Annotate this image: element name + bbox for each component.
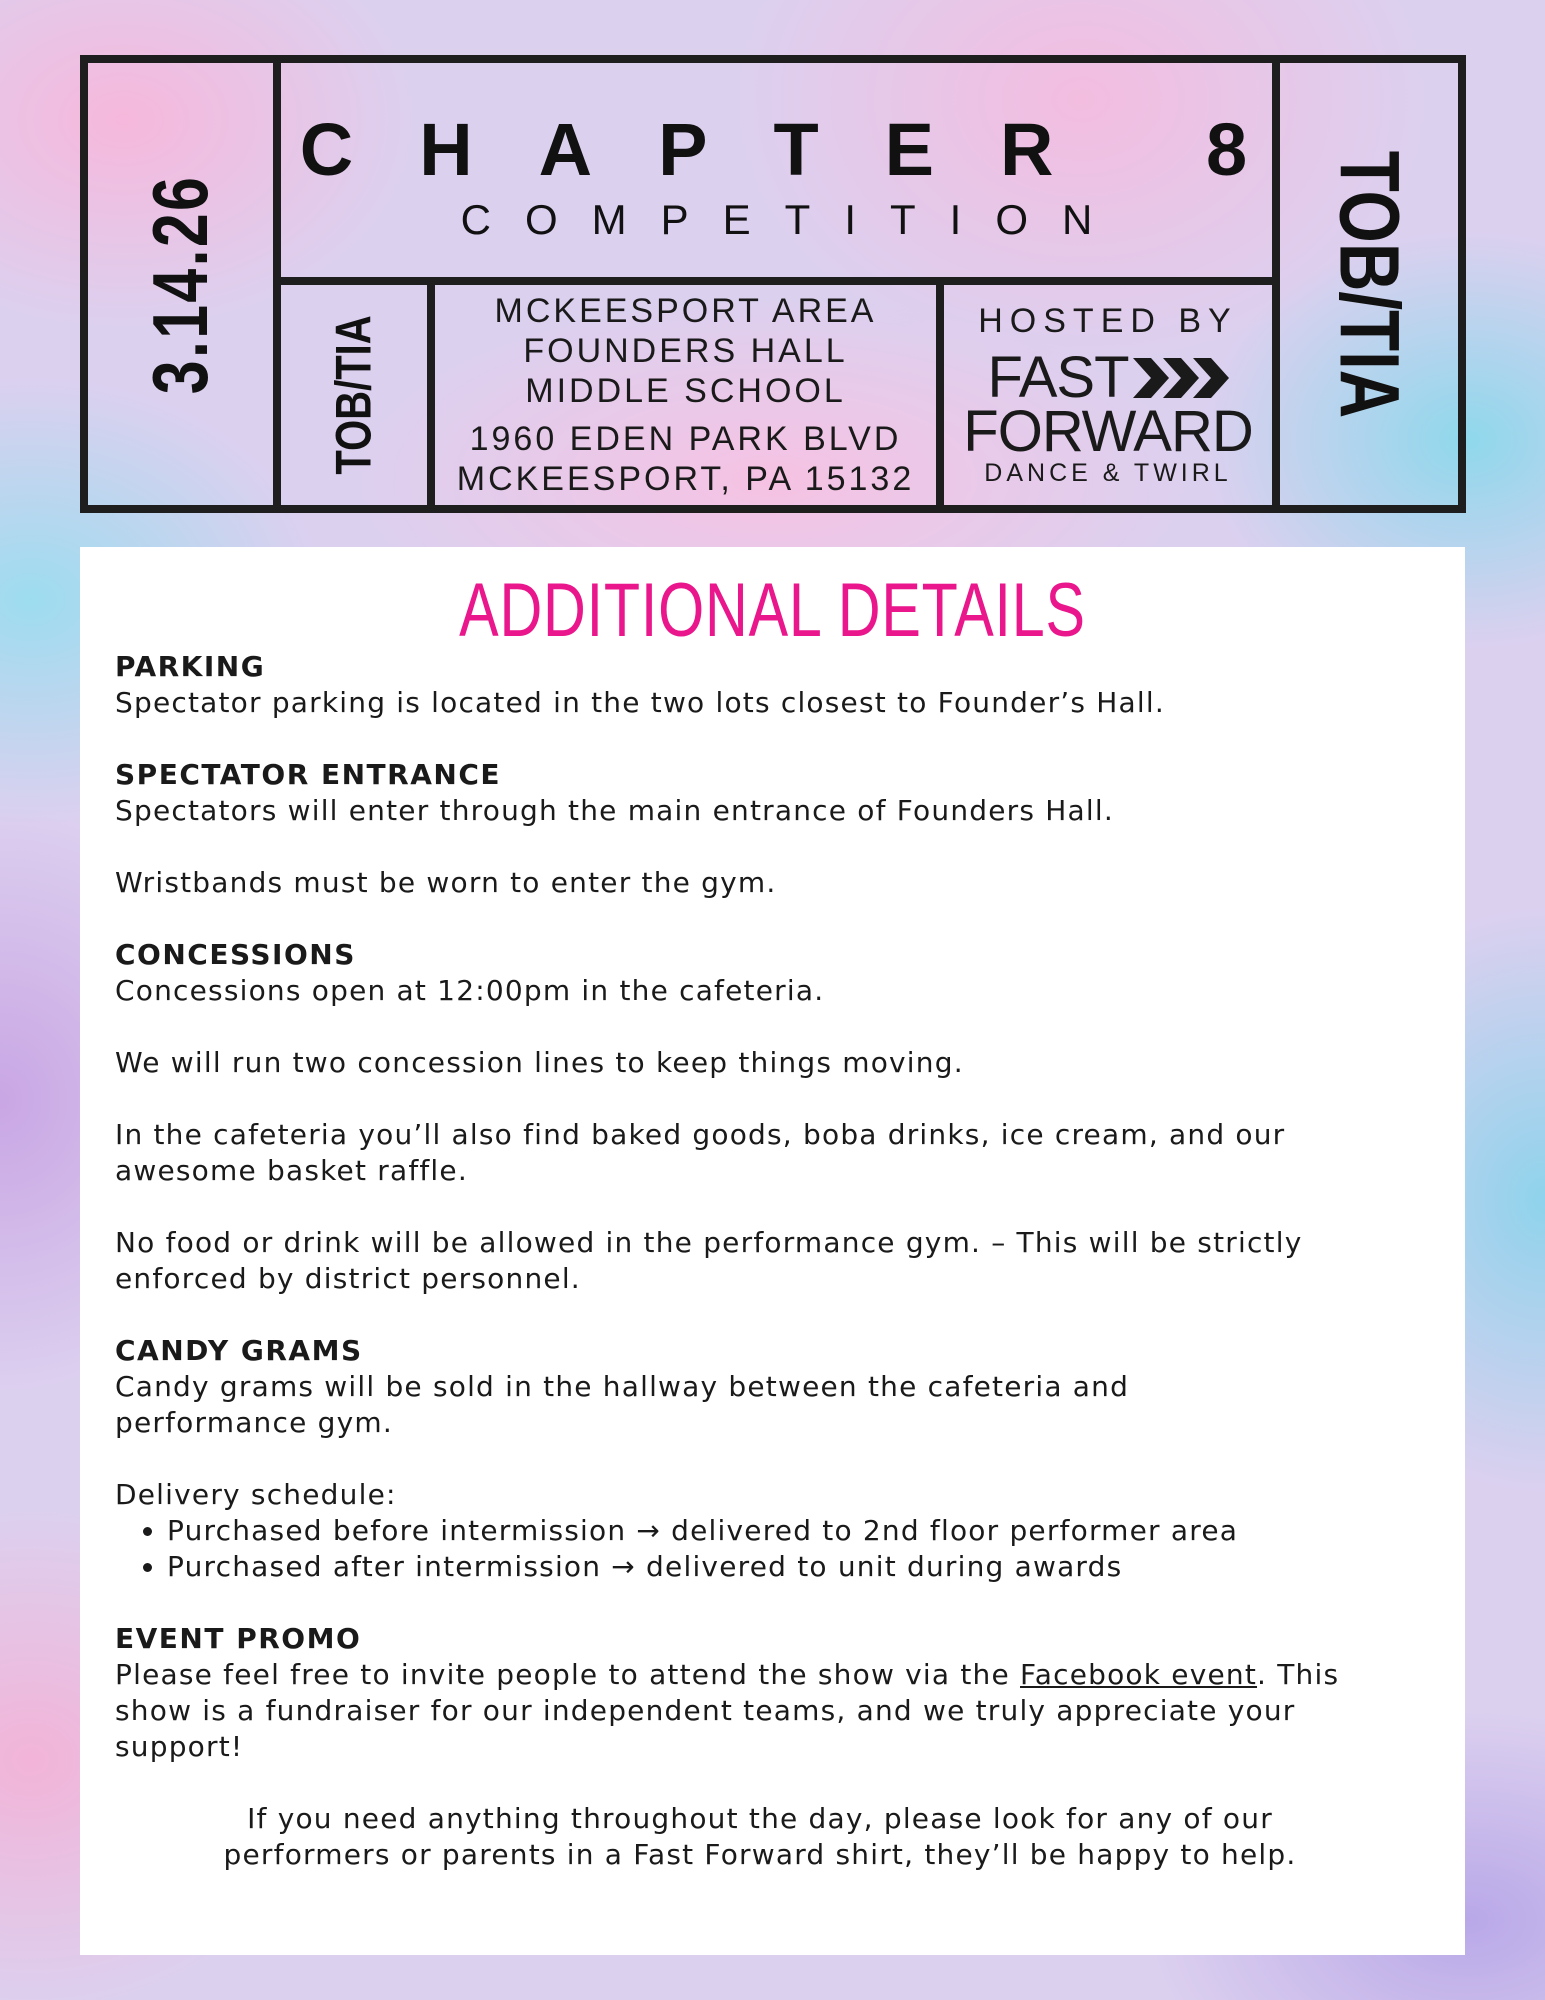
divider <box>281 277 1272 285</box>
title-cell <box>281 63 1314 277</box>
section-title: SPECTATOR ENTRANCE <box>115 758 501 791</box>
event-date: 3.14.26 <box>136 174 224 394</box>
section-text: Delivery schedule: <box>115 1478 397 1511</box>
section-text: Wristbands must be worn to enter the gym. <box>115 866 777 899</box>
page-title: CHAPTER 8 <box>299 107 1314 191</box>
section-title: CANDY GRAMS <box>115 1334 363 1367</box>
section-text: Concessions open at 12:00pm in the cafeteria. <box>115 974 825 1007</box>
section-title: EVENT PROMO <box>115 1622 362 1655</box>
side-label: TOB/TIA <box>1322 150 1417 418</box>
divider <box>936 285 944 505</box>
event-date-cell <box>88 63 273 505</box>
promo-text-after: . This show is a fundraiser for our independent teams, and we truly appreciate your support! <box>115 1658 1340 1763</box>
logo-line-forward: FORWARD <box>963 399 1253 464</box>
concessions-section <box>115 937 1445 1297</box>
venue-line: MCKEESPORT AREA <box>494 292 877 330</box>
address-line: 1960 EDEN PARK BLVD <box>469 420 902 458</box>
venue-line: FOUNDERS HALL <box>523 332 848 370</box>
address-line: MCKEESPORT, PA 15132 <box>456 460 915 498</box>
section-text: Spectator parking is located in the two lots closest to Founder’s Hall. <box>115 686 1165 719</box>
details-card <box>80 547 1465 1955</box>
hosted-by-label: HOSTED BY <box>978 302 1238 340</box>
closing-note: If you need anything throughout the day, please look for any of our performers or parents in a Fast Forward shirt, they’ll be happy to help. <box>223 1802 1297 1871</box>
venue-cell <box>435 285 936 505</box>
divider <box>427 285 435 505</box>
candy-grams-section <box>115 1333 1445 1585</box>
fast-forward-logo <box>963 345 1253 488</box>
venue-line: MIDDLE SCHOOL <box>525 372 846 410</box>
small-side-label-cell <box>281 285 427 505</box>
section-text: Candy grams will be sold in the hallway between the cafeteria and performance gym. <box>115 1370 1130 1439</box>
section-text: Spectators will enter through the main entrance of Founders Hall. <box>115 794 1114 827</box>
list-item: • Purchased after intermission → delivered to unit during awards <box>167 1549 1445 1585</box>
page-subtitle: COMPETITION <box>460 195 1127 243</box>
list-item: • Purchased before intermission → delivered to 2nd floor performer area <box>167 1513 1445 1549</box>
section-title: CONCESSIONS <box>115 938 356 971</box>
section-text <box>115 1657 1445 1765</box>
chevrons-icon <box>1133 358 1229 398</box>
section-title: PARKING <box>115 650 266 683</box>
section-text: We will run two concession lines to keep things moving. <box>115 1046 964 1079</box>
host-cell <box>944 285 1272 505</box>
parking-section <box>115 649 1445 721</box>
logo-line-dance: DANCE & TWIRL <box>984 459 1232 487</box>
event-promo-section <box>115 1621 1445 1765</box>
section-text: No food or drink will be allowed in the performance gym. – This will be strictly enforced by district personnel. <box>115 1226 1303 1295</box>
logo-line-fast: FAST <box>987 345 1129 410</box>
promo-text-before: Please feel free to invite people to attend the show via the <box>115 1658 1021 1691</box>
details-heading: ADDITIONAL DETAILS <box>459 568 1086 653</box>
section-text: In the cafeteria you’ll also find baked goods, boba drinks, ice cream, and our awesome basket raffle. <box>115 1118 1286 1187</box>
facebook-event-link[interactable]: Facebook event <box>1020 1658 1258 1691</box>
divider <box>273 63 281 505</box>
event-ticket-header <box>80 55 1466 513</box>
entrance-section <box>115 757 1445 901</box>
venue-address <box>457 291 915 499</box>
delivery-schedule-list <box>115 1513 1445 1585</box>
small-side-label: TOB/TIA <box>326 315 383 475</box>
details-body <box>115 649 1445 1873</box>
